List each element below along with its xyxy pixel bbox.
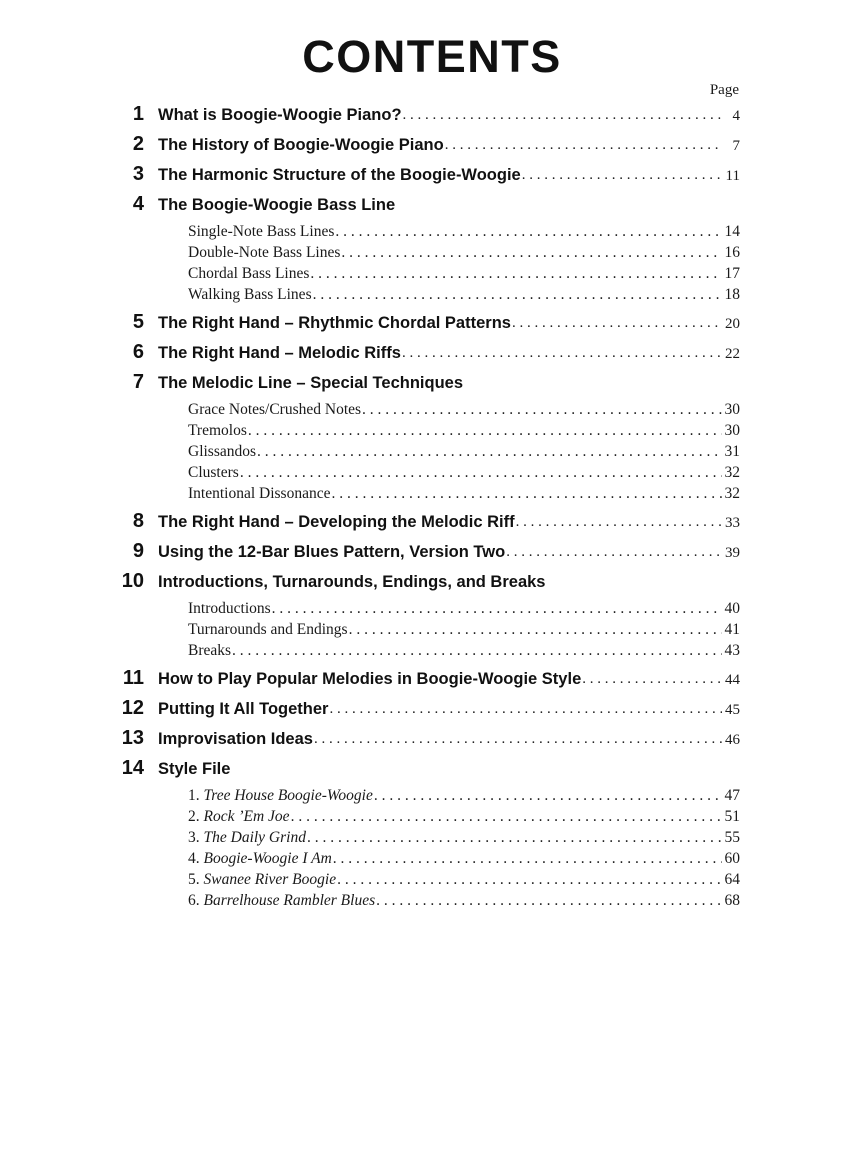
toc-chapter-row[interactable] bbox=[106, 163, 740, 186]
chapter-title: The Right Hand – Rhythmic Chordal Patterns bbox=[158, 314, 511, 332]
chapter-page-number: 11 bbox=[725, 168, 740, 184]
subentry-page-number: 47 bbox=[724, 787, 740, 804]
toc-subentry-row[interactable] bbox=[106, 871, 740, 889]
chapter-page-number: 39 bbox=[725, 545, 740, 561]
chapter-title: Introductions, Turnarounds, Endings, and Breaks bbox=[158, 573, 546, 591]
toc-subentry-group bbox=[106, 787, 740, 910]
subentry-label: Tree House Boogie-Woogie bbox=[203, 787, 373, 804]
leader-dots bbox=[257, 443, 722, 461]
subentry-label: Chordal Bass Lines bbox=[188, 265, 310, 282]
toc-subentry-row[interactable] bbox=[106, 443, 740, 461]
chapter-title: The Harmonic Structure of the Boogie-Woogie bbox=[158, 166, 521, 184]
toc-subentry-row[interactable] bbox=[106, 621, 740, 639]
toc-subentry-row[interactable] bbox=[106, 401, 740, 419]
subentry-page-number: 68 bbox=[724, 892, 740, 909]
chapter-number: 1 bbox=[132, 103, 144, 125]
toc-chapter-row[interactable] bbox=[106, 311, 740, 334]
subentry-page-number: 30 bbox=[724, 422, 740, 439]
toc-chapter-row[interactable] bbox=[106, 103, 740, 126]
leader-dots bbox=[349, 621, 722, 639]
chapter-title: Putting It All Together bbox=[158, 700, 329, 718]
chapter-number: 3 bbox=[132, 163, 144, 185]
leader-dots bbox=[445, 137, 722, 154]
toc-chapter-row[interactable] bbox=[106, 510, 740, 533]
leader-dots bbox=[337, 871, 722, 889]
subentry-label: Intentional Dissonance bbox=[188, 485, 331, 502]
toc-subentry-row[interactable] bbox=[106, 600, 740, 618]
toc-subentry-row[interactable] bbox=[106, 892, 740, 910]
subentry-label: Turnarounds and Endings bbox=[188, 621, 348, 638]
subentry-page-number: 40 bbox=[724, 600, 740, 617]
leader-dots bbox=[362, 401, 722, 419]
chapter-page-number: 33 bbox=[725, 515, 740, 531]
leader-dots bbox=[272, 600, 722, 618]
toc-chapter-row[interactable] bbox=[106, 570, 740, 593]
leader-dots bbox=[341, 244, 722, 262]
chapter-page-number: 22 bbox=[725, 346, 740, 362]
toc-chapter-row[interactable] bbox=[106, 667, 740, 690]
subentry-label: Tremolos bbox=[188, 422, 247, 439]
leader-dots bbox=[314, 731, 722, 748]
subentry-page-number: 17 bbox=[724, 265, 740, 282]
chapter-number: 10 bbox=[121, 570, 144, 592]
subentry-page-number: 32 bbox=[724, 464, 740, 481]
toc-subentry-row[interactable] bbox=[106, 223, 740, 241]
toc-chapter-row[interactable] bbox=[106, 133, 740, 156]
subentry-index: 1. bbox=[188, 787, 204, 804]
subentry-label: Walking Bass Lines bbox=[188, 286, 312, 303]
subentry-label: Swanee River Boogie bbox=[203, 871, 337, 888]
chapter-title: The History of Boogie-Woogie Piano bbox=[158, 136, 444, 154]
leader-dots bbox=[582, 671, 722, 688]
leader-dots bbox=[512, 315, 722, 332]
chapter-number: 13 bbox=[121, 727, 144, 749]
chapter-title: The Boogie-Woogie Bass Line bbox=[158, 196, 396, 214]
toc-subentry-row[interactable] bbox=[106, 265, 740, 283]
subentry-label: Breaks bbox=[188, 642, 232, 659]
toc-subentry-row[interactable] bbox=[106, 850, 740, 868]
subentry-page-number: 16 bbox=[724, 244, 740, 261]
subentry-page-number: 32 bbox=[724, 485, 740, 502]
subentry-page-number: 31 bbox=[724, 443, 740, 460]
leader-dots bbox=[403, 107, 722, 124]
chapter-number: 4 bbox=[132, 193, 144, 215]
chapter-title: What is Boogie-Woogie Piano? bbox=[158, 106, 402, 124]
leader-dots bbox=[522, 167, 722, 184]
subentry-index: 2. bbox=[188, 808, 204, 825]
toc-subentry-row[interactable] bbox=[106, 829, 740, 847]
subentry-label: Barrelhouse Rambler Blues bbox=[203, 892, 376, 909]
toc-subentry-row[interactable] bbox=[106, 808, 740, 826]
chapter-page-number: 44 bbox=[725, 672, 740, 688]
leader-dots bbox=[248, 422, 722, 440]
subentry-page-number: 43 bbox=[724, 642, 740, 659]
chapter-title: How to Play Popular Melodies in Boogie-Woogie Style bbox=[158, 670, 582, 688]
toc-subentry-group bbox=[106, 600, 740, 660]
chapter-title: The Melodic Line – Special Techniques bbox=[158, 374, 464, 392]
chapter-number: 2 bbox=[132, 133, 144, 155]
leader-dots bbox=[376, 892, 722, 910]
subentry-page-number: 30 bbox=[724, 401, 740, 418]
subentry-page-number: 51 bbox=[724, 808, 740, 825]
chapter-title: Improvisation Ideas bbox=[158, 730, 313, 748]
toc-subentry-row[interactable] bbox=[106, 244, 740, 262]
leader-dots bbox=[335, 223, 722, 241]
toc-chapter-row[interactable] bbox=[106, 193, 740, 216]
subentry-label: The Daily Grind bbox=[203, 829, 306, 846]
toc-subentry-row[interactable] bbox=[106, 642, 740, 660]
chapter-page-number: 46 bbox=[725, 732, 740, 748]
subentry-page-number: 14 bbox=[724, 223, 740, 240]
chapter-number: 5 bbox=[132, 311, 144, 333]
leader-dots bbox=[331, 485, 722, 503]
toc-chapter-row[interactable] bbox=[106, 727, 740, 750]
subentry-label: Double-Note Bass Lines bbox=[188, 244, 341, 261]
chapter-title: The Right Hand – Melodic Riffs bbox=[158, 344, 401, 362]
subentry-index: 4. bbox=[188, 850, 204, 867]
chapter-number: 12 bbox=[121, 697, 144, 719]
toc-subentry-row[interactable] bbox=[106, 485, 740, 503]
chapter-page-number: 20 bbox=[725, 316, 740, 332]
subentry-label: Single-Note Bass Lines bbox=[188, 223, 335, 240]
chapter-number: 8 bbox=[132, 510, 144, 532]
toc-subentry-row[interactable] bbox=[106, 464, 740, 482]
toc-subentry-row[interactable] bbox=[106, 787, 740, 805]
toc-chapter-row[interactable] bbox=[106, 341, 740, 364]
chapter-number: 14 bbox=[121, 757, 144, 779]
toc-subentry-group bbox=[106, 401, 740, 503]
chapter-number: 11 bbox=[122, 667, 144, 689]
subentry-label: Boogie-Woogie I Am bbox=[203, 850, 332, 867]
subentry-index: 6. bbox=[188, 892, 204, 909]
toc-chapter-row[interactable] bbox=[106, 757, 740, 780]
chapter-page-number: 45 bbox=[725, 702, 740, 718]
subentry-page-number: 60 bbox=[724, 850, 740, 867]
chapter-number: 9 bbox=[132, 540, 144, 562]
subentry-index: 5. bbox=[188, 871, 204, 888]
subentry-page-number: 64 bbox=[724, 871, 740, 888]
leader-dots bbox=[516, 514, 722, 531]
leader-dots bbox=[240, 464, 722, 482]
page-title: CONTENTS bbox=[302, 31, 562, 82]
leader-dots bbox=[313, 286, 722, 304]
subentry-label: Introductions bbox=[188, 600, 271, 617]
leader-dots bbox=[506, 544, 722, 561]
leader-dots bbox=[291, 808, 722, 826]
subentry-label: Rock ’Em Joe bbox=[203, 808, 290, 825]
chapter-title: Using the 12-Bar Blues Pattern, Version Two bbox=[158, 543, 506, 561]
leader-dots bbox=[402, 345, 722, 362]
leader-dots bbox=[329, 701, 722, 718]
chapter-title: Style File bbox=[158, 760, 231, 778]
toc-entry-list bbox=[106, 103, 740, 917]
chapter-page-number: 7 bbox=[732, 138, 740, 154]
subentry-label: Grace Notes/Crushed Notes bbox=[188, 401, 362, 418]
toc-chapter-row[interactable] bbox=[106, 540, 740, 563]
subentry-page-number: 18 bbox=[724, 286, 740, 303]
leader-dots bbox=[310, 265, 722, 283]
chapter-page-number: 4 bbox=[732, 108, 740, 124]
subentry-page-number: 55 bbox=[724, 829, 740, 846]
leader-dots bbox=[333, 850, 722, 868]
toc-subentry-row[interactable] bbox=[106, 422, 740, 440]
leader-dots bbox=[307, 829, 722, 847]
toc-subentry-group bbox=[106, 223, 740, 304]
subentry-index: 3. bbox=[188, 829, 204, 846]
page-column-header: Page bbox=[709, 82, 739, 98]
subentry-label: Clusters bbox=[188, 464, 239, 481]
toc-chapter-row[interactable] bbox=[106, 371, 740, 394]
subentry-label: Glissandos bbox=[188, 443, 257, 460]
chapter-number: 7 bbox=[132, 371, 144, 393]
subentry-page-number: 41 bbox=[724, 621, 740, 638]
toc-chapter-row[interactable] bbox=[106, 697, 740, 720]
leader-dots bbox=[232, 642, 722, 660]
chapter-number: 6 bbox=[132, 341, 144, 363]
chapter-title: The Right Hand – Developing the Melodic Riff bbox=[158, 513, 515, 531]
leader-dots bbox=[374, 787, 722, 805]
toc-subentry-row[interactable] bbox=[106, 286, 740, 304]
